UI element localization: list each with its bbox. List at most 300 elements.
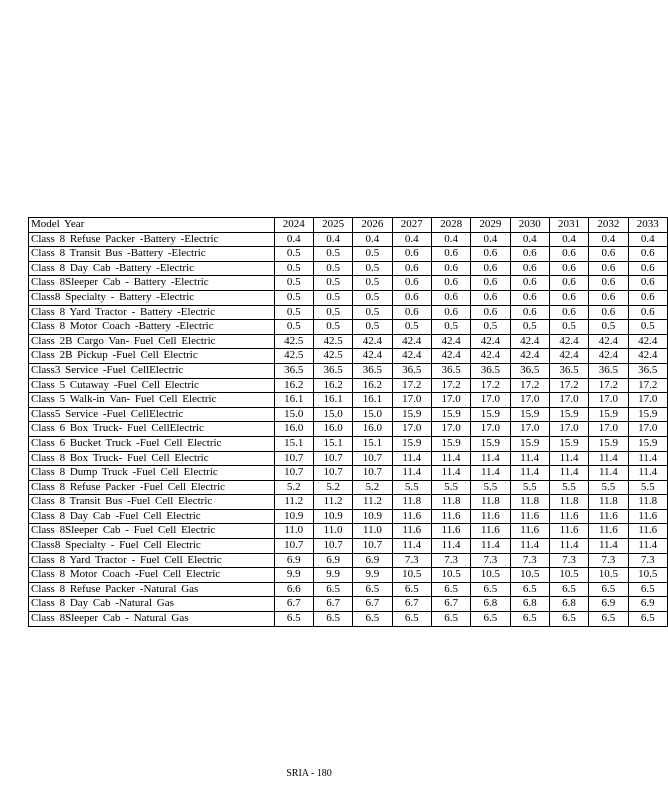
value-cell: 17.2 [392, 378, 431, 393]
table-row [29, 305, 668, 320]
value-cell: 42.4 [510, 334, 549, 349]
value-cell: 0.6 [628, 276, 667, 291]
value-cell: 42.4 [589, 349, 628, 364]
value-cell: 42.4 [392, 349, 431, 364]
model-cell: Class 8 Refuse Packer -Fuel Cell Electric [29, 480, 275, 495]
value-cell: 0.6 [549, 305, 588, 320]
value-cell: 0.6 [510, 276, 549, 291]
value-cell: 36.5 [510, 363, 549, 378]
value-cell: 15.9 [589, 436, 628, 451]
value-cell: 16.1 [353, 393, 392, 408]
value-cell: 0.6 [589, 247, 628, 262]
value-cell: 0.5 [589, 320, 628, 335]
value-cell: 0.5 [313, 290, 352, 305]
model-cell: Class 8 Refuse Packer -Battery -Electric [29, 232, 275, 247]
value-cell: 6.5 [471, 612, 510, 627]
value-cell: 15.9 [510, 436, 549, 451]
model-cell: Class 5 Cutaway -Fuel Cell Electric [29, 378, 275, 393]
value-cell: 6.5 [353, 612, 392, 627]
value-cell: 11.2 [313, 495, 352, 510]
value-cell: 0.5 [274, 276, 313, 291]
table-row [29, 539, 668, 554]
value-cell: 0.5 [313, 320, 352, 335]
value-cell: 42.4 [431, 334, 470, 349]
value-cell: 11.6 [392, 524, 431, 539]
value-cell: 10.5 [431, 568, 470, 583]
value-cell: 17.0 [392, 393, 431, 408]
value-cell: 11.0 [313, 524, 352, 539]
value-cell: 6.7 [353, 597, 392, 612]
value-cell: 0.4 [431, 232, 470, 247]
value-cell: 42.4 [471, 349, 510, 364]
value-cell: 7.3 [628, 553, 667, 568]
value-cell: 0.6 [431, 261, 470, 276]
value-cell: 36.5 [274, 363, 313, 378]
value-cell: 6.5 [510, 612, 549, 627]
value-cell: 6.9 [628, 597, 667, 612]
value-cell: 6.5 [628, 612, 667, 627]
table-body [29, 218, 668, 627]
value-cell: 10.5 [549, 568, 588, 583]
value-cell: 36.5 [471, 363, 510, 378]
value-cell: 5.5 [431, 480, 470, 495]
value-cell: 11.4 [628, 466, 667, 481]
value-cell: 42.4 [549, 349, 588, 364]
value-cell: 17.0 [471, 422, 510, 437]
value-cell: 0.6 [510, 247, 549, 262]
value-cell: 0.5 [274, 320, 313, 335]
header-cell-year: 2027 [392, 218, 431, 233]
value-cell: 11.4 [471, 466, 510, 481]
value-cell: 17.0 [628, 422, 667, 437]
value-cell: 17.2 [628, 378, 667, 393]
value-cell: 7.3 [589, 553, 628, 568]
value-cell: 0.6 [628, 290, 667, 305]
value-cell: 0.6 [589, 261, 628, 276]
value-cell: 11.6 [628, 524, 667, 539]
value-cell: 11.4 [392, 451, 431, 466]
value-cell: 0.6 [431, 247, 470, 262]
model-cell: Class8 Specialty - Battery -Electric [29, 290, 275, 305]
value-cell: 6.6 [274, 582, 313, 597]
table-row [29, 509, 668, 524]
value-cell: 0.5 [431, 320, 470, 335]
value-cell: 0.5 [313, 276, 352, 291]
value-cell: 0.4 [510, 232, 549, 247]
value-cell: 11.4 [471, 539, 510, 554]
value-cell: 0.6 [471, 247, 510, 262]
value-cell: 0.6 [628, 247, 667, 262]
value-cell: 10.5 [392, 568, 431, 583]
value-cell: 10.5 [628, 568, 667, 583]
value-cell: 16.0 [313, 422, 352, 437]
value-cell: 36.5 [628, 363, 667, 378]
table-row [29, 393, 668, 408]
page-footer [0, 768, 618, 779]
value-cell: 0.5 [313, 261, 352, 276]
value-cell: 0.5 [471, 320, 510, 335]
value-cell: 6.5 [274, 612, 313, 627]
value-cell: 42.4 [589, 334, 628, 349]
value-cell: 10.7 [313, 466, 352, 481]
table-row [29, 597, 668, 612]
model-cell: Class 8 Transit Bus -Battery -Electric [29, 247, 275, 262]
value-cell: 10.7 [274, 466, 313, 481]
table-row [29, 582, 668, 597]
value-cell: 11.4 [510, 539, 549, 554]
value-cell: 9.9 [353, 568, 392, 583]
value-cell: 16.2 [274, 378, 313, 393]
value-cell: 36.5 [549, 363, 588, 378]
value-cell: 0.4 [353, 232, 392, 247]
value-cell: 11.8 [510, 495, 549, 510]
model-cell: Class 2B Cargo Van- Fuel Cell Electric [29, 334, 275, 349]
value-cell: 6.5 [628, 582, 667, 597]
table-row [29, 261, 668, 276]
value-cell: 11.4 [589, 539, 628, 554]
value-cell: 10.7 [353, 451, 392, 466]
value-cell: 17.2 [431, 378, 470, 393]
value-cell: 6.5 [392, 582, 431, 597]
value-cell: 42.4 [628, 349, 667, 364]
value-cell: 11.4 [628, 539, 667, 554]
value-cell: 0.5 [353, 247, 392, 262]
value-cell: 17.0 [392, 422, 431, 437]
header-cell-year: 2030 [510, 218, 549, 233]
table-row [29, 422, 668, 437]
value-cell: 6.5 [549, 612, 588, 627]
value-cell: 17.0 [431, 393, 470, 408]
table-row [29, 480, 668, 495]
value-cell: 11.8 [589, 495, 628, 510]
value-cell: 6.5 [392, 612, 431, 627]
value-cell: 6.5 [431, 612, 470, 627]
model-cell: Class 8 Transit Bus -Fuel Cell Electric [29, 495, 275, 510]
value-cell: 16.0 [274, 422, 313, 437]
value-cell: 6.9 [313, 553, 352, 568]
value-cell: 17.0 [628, 393, 667, 408]
value-cell: 0.5 [353, 320, 392, 335]
value-cell: 0.6 [628, 261, 667, 276]
header-cell-year: 2025 [313, 218, 352, 233]
table-row [29, 436, 668, 451]
header-cell-year: 2026 [353, 218, 392, 233]
value-cell: 42.4 [549, 334, 588, 349]
value-cell: 10.5 [510, 568, 549, 583]
value-cell: 6.5 [589, 582, 628, 597]
value-cell: 7.3 [510, 553, 549, 568]
value-cell: 15.0 [313, 407, 352, 422]
table-row [29, 612, 668, 627]
value-cell: 5.5 [589, 480, 628, 495]
model-cell: Class 8 Refuse Packer -Natural Gas [29, 582, 275, 597]
value-cell: 5.2 [353, 480, 392, 495]
value-cell: 6.7 [313, 597, 352, 612]
value-cell: 0.4 [471, 232, 510, 247]
value-cell: 6.5 [353, 582, 392, 597]
value-cell: 11.6 [589, 524, 628, 539]
value-cell: 0.4 [628, 232, 667, 247]
value-cell: 36.5 [313, 363, 352, 378]
value-cell: 11.6 [549, 509, 588, 524]
value-cell: 42.4 [353, 349, 392, 364]
value-cell: 0.6 [628, 305, 667, 320]
model-cell: Class 6 Bucket Truck -Fuel Cell Electric [29, 436, 275, 451]
value-cell: 0.6 [589, 305, 628, 320]
table-row [29, 363, 668, 378]
value-cell: 0.5 [392, 320, 431, 335]
value-cell: 9.9 [313, 568, 352, 583]
value-cell: 6.8 [549, 597, 588, 612]
value-cell: 17.0 [589, 393, 628, 408]
table-row [29, 247, 668, 262]
value-cell: 7.3 [392, 553, 431, 568]
value-cell: 11.4 [471, 451, 510, 466]
value-cell: 15.9 [431, 407, 470, 422]
value-cell: 17.2 [589, 378, 628, 393]
value-cell: 0.6 [549, 247, 588, 262]
table-row [29, 320, 668, 335]
value-cell: 10.7 [353, 466, 392, 481]
value-cell: 0.5 [353, 305, 392, 320]
table-row [29, 568, 668, 583]
table-row [29, 553, 668, 568]
value-cell: 0.6 [431, 305, 470, 320]
value-cell: 0.6 [392, 261, 431, 276]
value-cell: 11.4 [510, 466, 549, 481]
value-cell: 0.6 [471, 276, 510, 291]
value-cell: 17.0 [549, 393, 588, 408]
value-cell: 36.5 [589, 363, 628, 378]
value-cell: 5.5 [510, 480, 549, 495]
value-cell: 15.9 [628, 436, 667, 451]
model-cell: Class 8 Motor Coach -Battery -Electric [29, 320, 275, 335]
model-cell: Class 8 Dump Truck -Fuel Cell Electric [29, 466, 275, 481]
value-cell: 0.6 [549, 261, 588, 276]
value-cell: 6.5 [471, 582, 510, 597]
value-cell: 42.5 [274, 349, 313, 364]
value-cell: 11.8 [471, 495, 510, 510]
value-cell: 11.8 [431, 495, 470, 510]
value-cell: 42.4 [628, 334, 667, 349]
value-cell: 42.4 [353, 334, 392, 349]
table-row [29, 276, 668, 291]
value-cell: 42.4 [392, 334, 431, 349]
value-cell: 0.4 [313, 232, 352, 247]
model-cell: Class 2B Pickup -Fuel Cell Electric [29, 349, 275, 364]
value-cell: 0.6 [549, 276, 588, 291]
value-cell: 17.0 [510, 422, 549, 437]
value-cell: 11.6 [392, 509, 431, 524]
value-cell: 0.5 [274, 247, 313, 262]
value-cell: 42.5 [313, 334, 352, 349]
value-cell: 16.2 [313, 378, 352, 393]
value-cell: 17.2 [549, 378, 588, 393]
table-row [29, 290, 668, 305]
value-cell: 15.9 [392, 407, 431, 422]
value-cell: 0.5 [313, 247, 352, 262]
model-cell: Class 8 Day Cab -Natural Gas [29, 597, 275, 612]
value-cell: 5.2 [274, 480, 313, 495]
model-cell: Class 6 Box Truck- Fuel CellElectric [29, 422, 275, 437]
value-cell: 6.5 [313, 612, 352, 627]
value-cell: 11.4 [549, 466, 588, 481]
value-cell: 7.3 [431, 553, 470, 568]
value-cell: 11.2 [274, 495, 313, 510]
table-row [29, 378, 668, 393]
value-cell: 10.7 [274, 451, 313, 466]
value-cell: 36.5 [353, 363, 392, 378]
model-cell: Class 8 Day Cab -Fuel Cell Electric [29, 509, 275, 524]
value-cell: 16.1 [274, 393, 313, 408]
value-cell: 11.4 [431, 466, 470, 481]
value-cell: 0.5 [274, 305, 313, 320]
value-cell: 5.5 [392, 480, 431, 495]
value-cell: 0.6 [471, 261, 510, 276]
value-cell: 5.5 [549, 480, 588, 495]
value-cell: 15.9 [471, 407, 510, 422]
model-cell: Class8 Specialty - Fuel Cell Electric [29, 539, 275, 554]
value-cell: 11.4 [589, 451, 628, 466]
value-cell: 17.0 [431, 422, 470, 437]
value-cell: 17.2 [471, 378, 510, 393]
value-cell: 6.9 [589, 597, 628, 612]
value-cell: 11.4 [392, 539, 431, 554]
value-cell: 7.3 [471, 553, 510, 568]
header-cell-model-year: Model Year [29, 218, 275, 233]
value-cell: 0.6 [471, 305, 510, 320]
value-cell: 15.9 [589, 407, 628, 422]
value-cell: 11.4 [392, 466, 431, 481]
header-cell-year: 2029 [471, 218, 510, 233]
value-cell: 16.0 [353, 422, 392, 437]
value-cell: 11.6 [510, 524, 549, 539]
table-row [29, 466, 668, 481]
value-cell: 11.4 [510, 451, 549, 466]
value-cell: 6.7 [274, 597, 313, 612]
value-cell: 0.6 [589, 276, 628, 291]
value-cell: 6.5 [549, 582, 588, 597]
value-cell: 0.6 [392, 305, 431, 320]
value-cell: 11.6 [431, 509, 470, 524]
value-cell: 10.5 [471, 568, 510, 583]
table-row [29, 451, 668, 466]
value-cell: 36.5 [392, 363, 431, 378]
value-cell: 0.5 [313, 305, 352, 320]
header-cell-year: 2028 [431, 218, 470, 233]
value-cell: 11.0 [353, 524, 392, 539]
value-cell: 17.0 [510, 393, 549, 408]
value-cell: 0.6 [549, 290, 588, 305]
value-cell: 0.5 [510, 320, 549, 335]
header-cell-year: 2024 [274, 218, 313, 233]
value-cell: 6.7 [431, 597, 470, 612]
model-cell: Class 8Sleeper Cab - Battery -Electric [29, 276, 275, 291]
value-cell: 0.5 [353, 261, 392, 276]
model-cell: Class5 Service -Fuel CellElectric [29, 407, 275, 422]
value-cell: 6.8 [471, 597, 510, 612]
value-cell: 11.6 [549, 524, 588, 539]
value-cell: 42.5 [313, 349, 352, 364]
value-cell: 0.6 [392, 276, 431, 291]
value-cell: 0.6 [589, 290, 628, 305]
value-cell: 11.6 [589, 509, 628, 524]
value-cell: 42.5 [274, 334, 313, 349]
value-cell: 6.5 [313, 582, 352, 597]
value-cell: 0.6 [392, 247, 431, 262]
model-cell: Class 8 Motor Coach -Fuel Cell Electric [29, 568, 275, 583]
value-cell: 11.6 [510, 509, 549, 524]
value-cell: 0.6 [431, 290, 470, 305]
value-cell: 10.9 [274, 509, 313, 524]
value-cell: 10.7 [353, 539, 392, 554]
data-table [28, 217, 668, 627]
value-cell: 15.0 [353, 407, 392, 422]
table-row [29, 232, 668, 247]
value-cell: 0.5 [353, 290, 392, 305]
value-cell: 10.5 [589, 568, 628, 583]
value-cell: 15.9 [431, 436, 470, 451]
value-cell: 11.8 [628, 495, 667, 510]
value-cell: 0.4 [274, 232, 313, 247]
model-cell: Class 8Sleeper Cab - Fuel Cell Electric [29, 524, 275, 539]
table-row [29, 334, 668, 349]
value-cell: 15.1 [274, 436, 313, 451]
value-cell: 0.4 [589, 232, 628, 247]
value-cell: 0.6 [471, 290, 510, 305]
model-cell: Class3 Service -Fuel CellElectric [29, 363, 275, 378]
value-cell: 10.7 [313, 539, 352, 554]
model-cell: Class 5 Walk-in Van- Fuel Cell Electric [29, 393, 275, 408]
value-cell: 0.6 [510, 305, 549, 320]
value-cell: 6.9 [274, 553, 313, 568]
value-cell: 6.7 [392, 597, 431, 612]
value-cell: 11.8 [549, 495, 588, 510]
value-cell: 11.6 [431, 524, 470, 539]
value-cell: 0.4 [549, 232, 588, 247]
value-cell: 0.5 [274, 261, 313, 276]
value-cell: 11.0 [274, 524, 313, 539]
value-cell: 5.2 [313, 480, 352, 495]
table-header-row [29, 218, 668, 233]
value-cell: 5.5 [471, 480, 510, 495]
value-cell: 10.7 [274, 539, 313, 554]
value-cell: 42.4 [431, 349, 470, 364]
value-cell: 0.5 [628, 320, 667, 335]
value-cell: 0.5 [353, 276, 392, 291]
value-cell: 42.4 [510, 349, 549, 364]
value-cell: 11.4 [431, 539, 470, 554]
value-cell: 11.4 [628, 451, 667, 466]
value-cell: 17.0 [549, 422, 588, 437]
data-table-container [28, 217, 659, 639]
value-cell: 0.6 [431, 276, 470, 291]
value-cell: 11.8 [392, 495, 431, 510]
value-cell: 15.9 [549, 407, 588, 422]
model-cell: Class 8 Day Cab -Battery -Electric [29, 261, 275, 276]
value-cell: 0.6 [510, 261, 549, 276]
value-cell: 17.2 [510, 378, 549, 393]
value-cell: 42.4 [471, 334, 510, 349]
table-row [29, 349, 668, 364]
model-cell: Class 8 Yard Tractor - Battery -Electric [29, 305, 275, 320]
value-cell: 15.9 [510, 407, 549, 422]
value-cell: 11.4 [431, 451, 470, 466]
value-cell: 6.5 [589, 612, 628, 627]
value-cell: 17.0 [471, 393, 510, 408]
table-row [29, 495, 668, 510]
header-cell-year: 2031 [549, 218, 588, 233]
